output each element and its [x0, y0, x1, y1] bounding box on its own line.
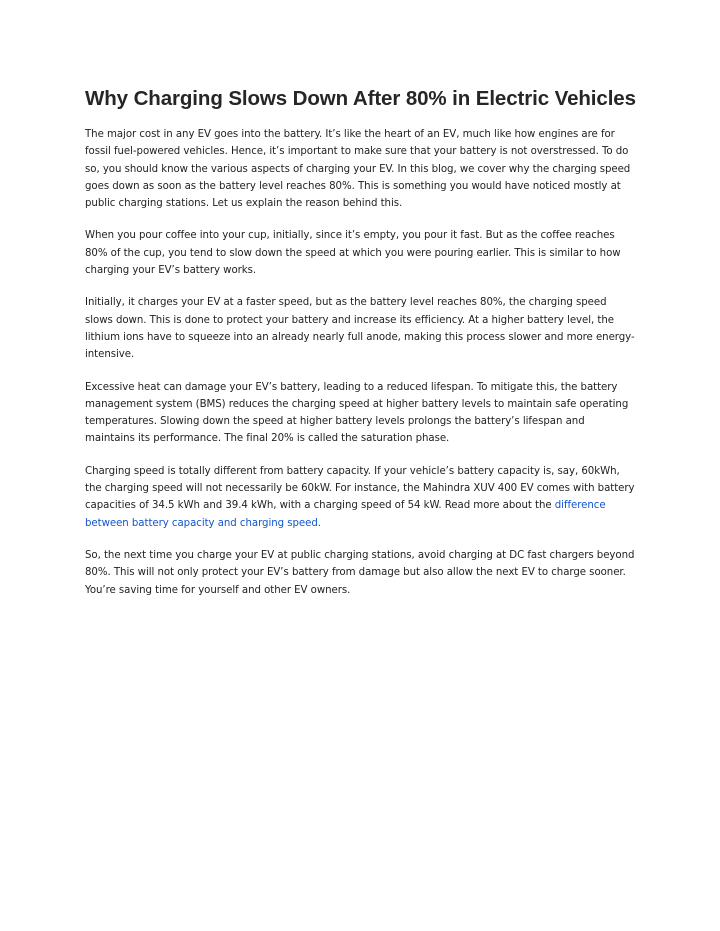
paragraph-capacity-text: Charging speed is totally different from battery capacity. If your vehicle’s battery capacity is, say, 60kWh, the charging speed will not necessarily be 60kW. For instance, the Mahindra XUV 400 EV comes with battery capacities of 34.5 kWh and 39.4 kWh, with a charging speed of 54 kW. Read more about the	[85, 465, 635, 512]
paragraph-heat-bms: Excessive heat can damage your EV’s battery, leading to a reduced lifespan. To mitigate this, the battery management system (BMS) reduces the charging speed at higher battery levels to maintain safe operating temperatures. Slowing down the speed at higher battery levels prolongs the battery’s lifespan and maintains its performance. The final 20% is called the saturation phase.	[85, 381, 629, 445]
capacity-vs-speed-link[interactable]: difference between battery capacity and charging speed.	[85, 500, 606, 529]
paragraph-intro: The major cost in any EV goes into the battery. It’s like the heart of an EV, much like how engines are for fossil fuel-powered vehicles. Hence, it’s important to make sure that your battery is not overstressed. To do so, you should know the various aspects of charging your EV. In this blog, we cover why the charging speed goes down as soon as the battery level reaches 80%. This is something you would have noticed mostly at public charging stations. Let us explain the reason behind this.	[85, 129, 631, 210]
paragraph-conclusion: So, the next time you charge your EV at public charging stations, avoid charging at DC fast chargers beyond 80%. This will not only protect your EV’s battery from damage but also allow the next EV to charge sooner. You’re saving time for yourself and other EV owners.	[85, 549, 635, 596]
paragraph-coffee-analogy: When you pour coffee into your cup, initially, since it’s empty, you pour it fast. But as the coffee reaches 80% of the cup, you tend to slow down the speed at which you were pouring earlier. This is similar to how charging your EV’s battery works.	[85, 230, 621, 277]
article-body	[85, 86, 637, 614]
article-title: Why Charging Slows Down After 80% in Electric Vehicles	[85, 87, 636, 110]
paragraph-charging-slows: Initially, it charges your EV at a faster speed, but as the battery level reaches 80%, the charging speed slows down. This is done to protect your battery and increase its efficiency. At a higher battery level, the lithium ions have to squeeze into an already nearly full anode, making this process slower and more energy-intensive.	[85, 297, 635, 361]
paragraph-capacity-vs-speed	[85, 463, 637, 532]
